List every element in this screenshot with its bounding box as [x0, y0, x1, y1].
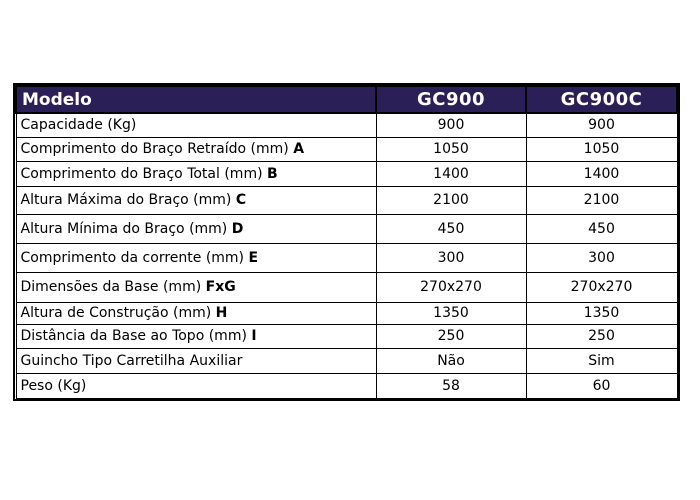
row-label-text: Altura Máxima do Braço (mm): [20, 192, 232, 208]
table-row: [16, 373, 677, 398]
table-row: [16, 113, 677, 137]
cell-value-gc900c: Sim: [526, 348, 677, 373]
cell-value-gc900c: 1050: [526, 137, 677, 161]
cell-value-gc900c: 270x270: [526, 272, 677, 302]
table-row: [16, 302, 677, 324]
row-label-text: Comprimento do Braço Total (mm): [20, 165, 263, 182]
row-label: [16, 186, 376, 214]
row-label-text: Capacidade (Kg): [20, 117, 137, 134]
row-dimension-mark: I: [251, 328, 257, 344]
row-label: [16, 137, 376, 161]
header-model-gc900c: GC900C: [526, 86, 677, 113]
row-label: [16, 272, 376, 302]
spec-table-header: [16, 86, 677, 113]
row-dimension-mark: FxG: [205, 279, 236, 295]
cell-value-gc900: 270x270: [376, 272, 526, 302]
row-dimension-mark: D: [231, 220, 244, 237]
row-dimension-mark: C: [235, 192, 247, 208]
row-label: [16, 243, 376, 272]
row-label-text: Dimensões da Base (mm): [20, 279, 202, 295]
cell-value-gc900c: 900: [526, 113, 677, 137]
cell-value-gc900: 2100: [376, 186, 526, 214]
cell-value-gc900: 58: [376, 373, 526, 398]
cell-value-gc900c: 1350: [526, 302, 677, 324]
table-row: [16, 161, 677, 186]
row-label-text: Comprimento da corrente (mm): [20, 249, 245, 266]
cell-value-gc900: 1400: [376, 161, 526, 186]
table-row: [16, 272, 677, 302]
row-label-text: Altura Mínima do Braço (mm): [20, 220, 228, 237]
cell-value-gc900c: 300: [526, 243, 677, 272]
header-label-modelo: Modelo: [16, 86, 376, 113]
cell-value-gc900: 250: [376, 324, 526, 348]
cell-value-gc900c: 450: [526, 214, 677, 243]
cell-value-gc900: 450: [376, 214, 526, 243]
row-label: [16, 214, 376, 243]
header-model-gc900: GC900: [376, 86, 526, 113]
cell-value-gc900: 1050: [376, 137, 526, 161]
header-row: [16, 86, 677, 113]
row-label: [16, 302, 376, 324]
cell-value-gc900: 1350: [376, 302, 526, 324]
row-label-text: Distância da Base ao Topo (mm): [20, 328, 247, 344]
table-row: [16, 243, 677, 272]
cell-value-gc900c: 250: [526, 324, 677, 348]
row-label: [16, 113, 376, 137]
row-label-text: Guincho Tipo Carretilha Auxiliar: [20, 352, 243, 369]
cell-value-gc900: Não: [376, 348, 526, 373]
table-row: [16, 214, 677, 243]
row-label-text: Comprimento do Braço Retraído (mm): [20, 141, 289, 157]
cell-value-gc900c: 2100: [526, 186, 677, 214]
row-label: [16, 161, 376, 186]
row-label-text: Altura de Construção (mm): [20, 305, 212, 321]
spec-table-body: [16, 113, 677, 398]
table-row: [16, 348, 677, 373]
spec-table: [15, 85, 678, 399]
cell-value-gc900c: 1400: [526, 161, 677, 186]
cell-value-gc900c: 60: [526, 373, 677, 398]
row-label: [16, 324, 376, 348]
row-dimension-mark: H: [215, 305, 228, 321]
row-dimension-mark: E: [248, 249, 259, 266]
table-row: [16, 137, 677, 161]
table-row: [16, 186, 677, 214]
row-dimension-mark: A: [293, 141, 305, 157]
row-label-text: Peso (Kg): [20, 377, 87, 394]
cell-value-gc900: 300: [376, 243, 526, 272]
row-label: [16, 373, 376, 398]
table-row: [16, 324, 677, 348]
cell-value-gc900: 900: [376, 113, 526, 137]
row-label: [16, 348, 376, 373]
row-dimension-mark: B: [267, 165, 278, 182]
